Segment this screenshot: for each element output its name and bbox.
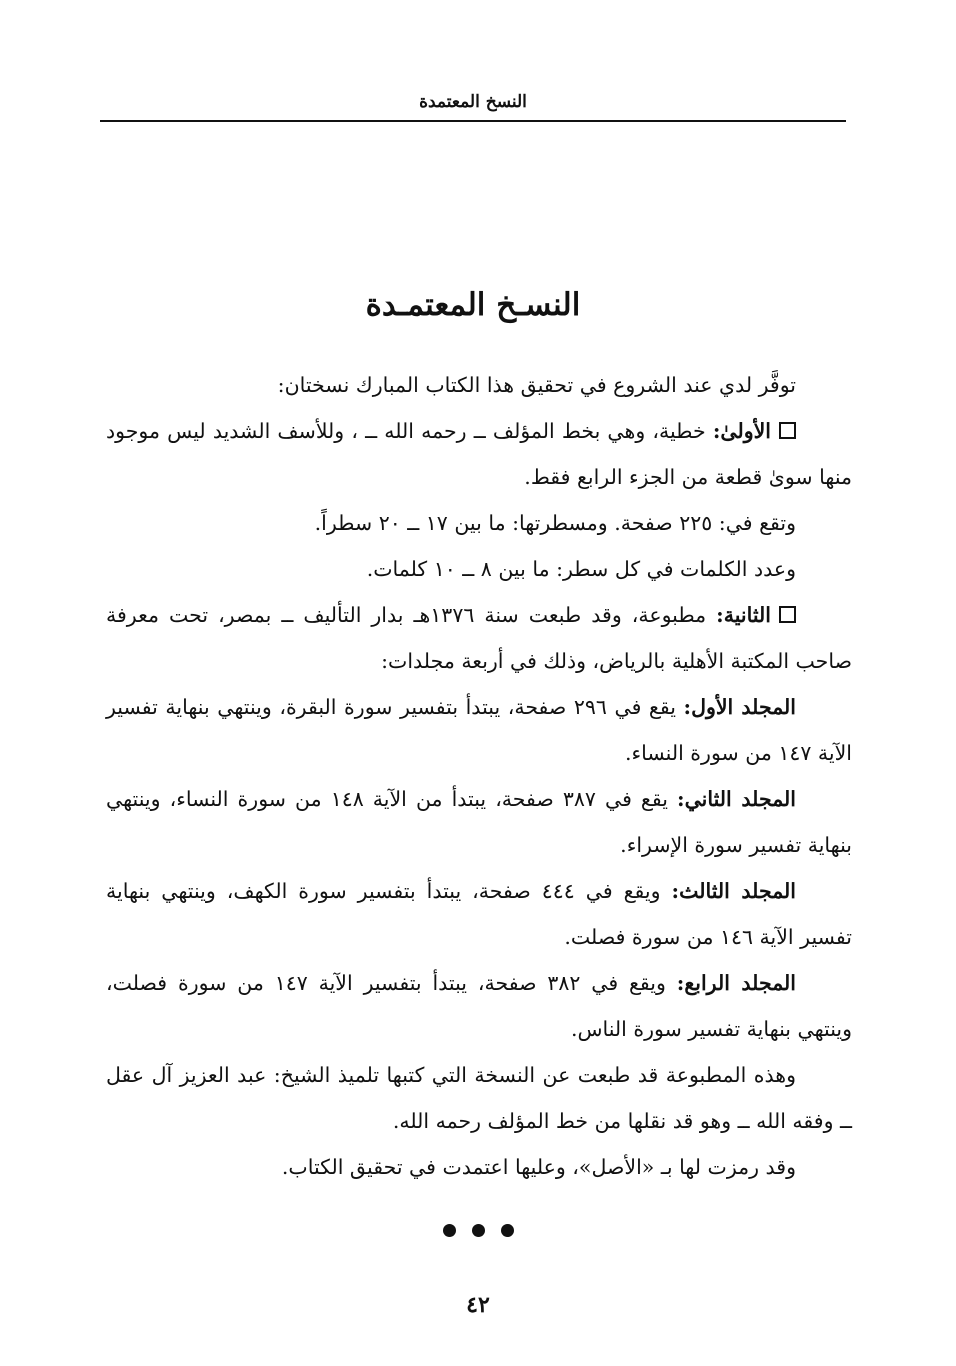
volume-3-text: ويقع في ٤٤٤ صفحة، يبتدأ بتفسير سورة الكهف، وينتهي بنهاية تفسير الآية ١٤٦ من سورة فصلت. bbox=[106, 879, 852, 949]
checkbox-square-icon bbox=[779, 422, 796, 439]
first-copy-pages: وتقع في: ٢٢٥ صفحة. ومسطرتها: ما بين ١٧ ــ ٢٠ سطراً. bbox=[314, 511, 796, 535]
symbol-note-paragraph: وقد رمزت لها بـ «الأصل»، وعليها اعتمدت في تحقيق الكتاب. bbox=[281, 1155, 796, 1179]
section-separator bbox=[0, 1222, 956, 1241]
page-number: ٤٢ bbox=[466, 1292, 490, 1318]
volume-2-text: يقع في ٣٨٧ صفحة، يبتدأ من الآية ١٤٨ من سورة النساء، وينتهي بنهاية تفسير سورة الإسراء. bbox=[106, 787, 852, 857]
first-copy-paragraph bbox=[106, 408, 852, 500]
volume-1-label: المجلد الأول: bbox=[683, 695, 796, 719]
header-rule bbox=[100, 120, 846, 122]
volume-4-text: ويقع في ٣٨٢ صفحة، يبتدأ بتفسير الآية ١٤٧ من سورة فصلت، وينتهي بنهاية تفسير سورة الناس. bbox=[106, 971, 852, 1041]
intro-paragraph: توفَّر لدي عند الشروع في تحقيق هذا الكتاب المبارك نسختان: bbox=[277, 373, 796, 397]
volume-3-paragraph bbox=[106, 868, 852, 960]
separator-dot-icon bbox=[501, 1224, 514, 1237]
volume-2-paragraph bbox=[106, 776, 852, 868]
volume-4-label: المجلد الرابع: bbox=[676, 971, 796, 995]
volume-2-label: المجلد الثاني: bbox=[677, 787, 796, 811]
volume-1-text: يقع في ٢٩٦ صفحة، يبتدأ بتفسير سورة البقرة، وينتهي بنهاية تفسير الآية ١٤٧ من سورة النساء. bbox=[106, 695, 852, 765]
first-copy-words: وعدد الكلمات في كل سطر: ما بين ٨ ــ ١٠ كلمات. bbox=[366, 557, 796, 581]
checkbox-square-icon bbox=[779, 606, 796, 623]
second-copy-paragraph bbox=[106, 592, 852, 684]
body-text bbox=[106, 362, 852, 1190]
second-copy-label: الثانية: bbox=[716, 603, 771, 627]
separator-dot-icon bbox=[443, 1224, 456, 1237]
closing-paragraph: وهذه المطبوعة قد طبعت عن النسخة التي كتبها تلميذ الشيخ: عبد العزيز آل عقل ــ وفقه الله ــ وهو قد نقلها من خط المؤلف رحمه الله. bbox=[106, 1063, 852, 1133]
first-copy-text: خطية، وهي بخط المؤلف ــ رحمه الله ــ ، وللأسف الشديد ليس موجود منها سوىٰ قطعة من الجزء الرابع فقط. bbox=[106, 419, 852, 489]
volume-4-paragraph bbox=[106, 960, 852, 1052]
running-header: النسخ المعتمدة bbox=[419, 92, 527, 112]
volume-1-paragraph bbox=[106, 684, 852, 776]
separator-dot-icon bbox=[472, 1224, 485, 1237]
first-copy-label: الأولىٰ: bbox=[712, 419, 771, 443]
second-copy-text: مطبوعة، وقد طبعت سنة ١٣٧٦هـ بدار التأليف ــ بمصر، تحت معرفة صاحب المكتبة الأهلية بالرياض، وذلك في أربعة مجلدات: bbox=[106, 603, 852, 673]
volume-3-label: المجلد الثالث: bbox=[671, 879, 796, 903]
chapter-title: النسـخ المعتمـدة bbox=[365, 286, 581, 323]
